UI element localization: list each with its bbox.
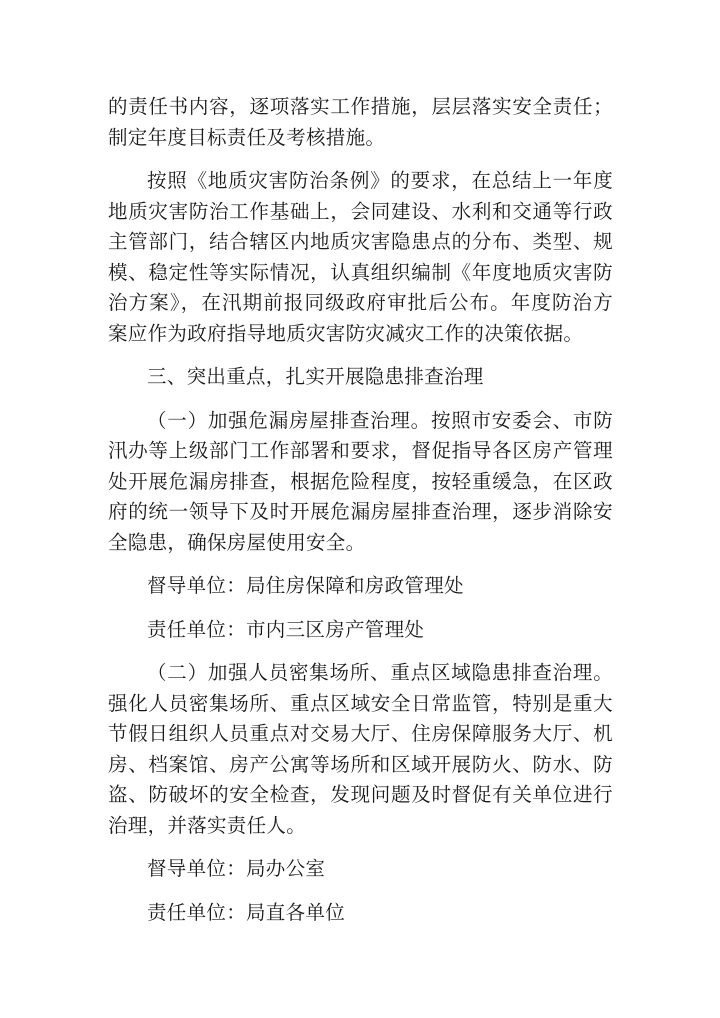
responsible-unit-one: 责任单位：市内三区房产管理处 [147, 617, 425, 641]
paragraph-item-one: （一）加强危漏房屋排查治理。按照市安委会、市防汛办等上级部门工作部署和要求，督促指导各区房产管理处开展危漏房排查，根据危险程度，按轻重缓急，在区政府的统一领导下及时开展危漏房屋排查治理，逐步消除安全隐患，确保房屋使用安全。 [108, 408, 613, 554]
paragraph-item-two: （二）加强人员密集场所、重点区域隐患排查治理。强化人员密集场所、重点区域安全日常监管，特别是重大节假日组织人员重点对交易大厅、住房保障服务大厅、机房、档案馆、房产公寓等场所和区域开展防火、防水、防盗、防破坏的安全检查，发现问题及时督促有关单位进行治理，并落实责任人。 [108, 661, 613, 837]
supervising-unit-one: 督导单位：局住房保障和房政管理处 [147, 574, 464, 597]
paragraph-regulation: 按照《地质灾害防治条例》的要求，在总结上一年度地质灾害防治工作基础上，会同建设、水利和交通等行政主管部门，结合辖区内地质灾害隐患点的分布、类型、规模、稳定性等实际情况，认真组织编制《年度地质灾害防治方案》，在汛期前报同级政府审批后公布。年度防治方案应作为政府指导地质灾害防灾减灾工作的决策依据。 [108, 169, 613, 345]
paragraph-responsibility: 的责任书内容，逐项落实工作措施，层层落实安全责任；制定年度目标责任及考核措施。 [108, 95, 613, 149]
section-heading: 三、突出重点，扎实开展隐患排查治理 [147, 365, 484, 388]
document-page [108, 92, 613, 928]
supervising-unit-two: 督导单位：局办公室 [147, 857, 326, 880]
responsible-unit-two: 责任单位：局直各单位 [147, 900, 346, 924]
